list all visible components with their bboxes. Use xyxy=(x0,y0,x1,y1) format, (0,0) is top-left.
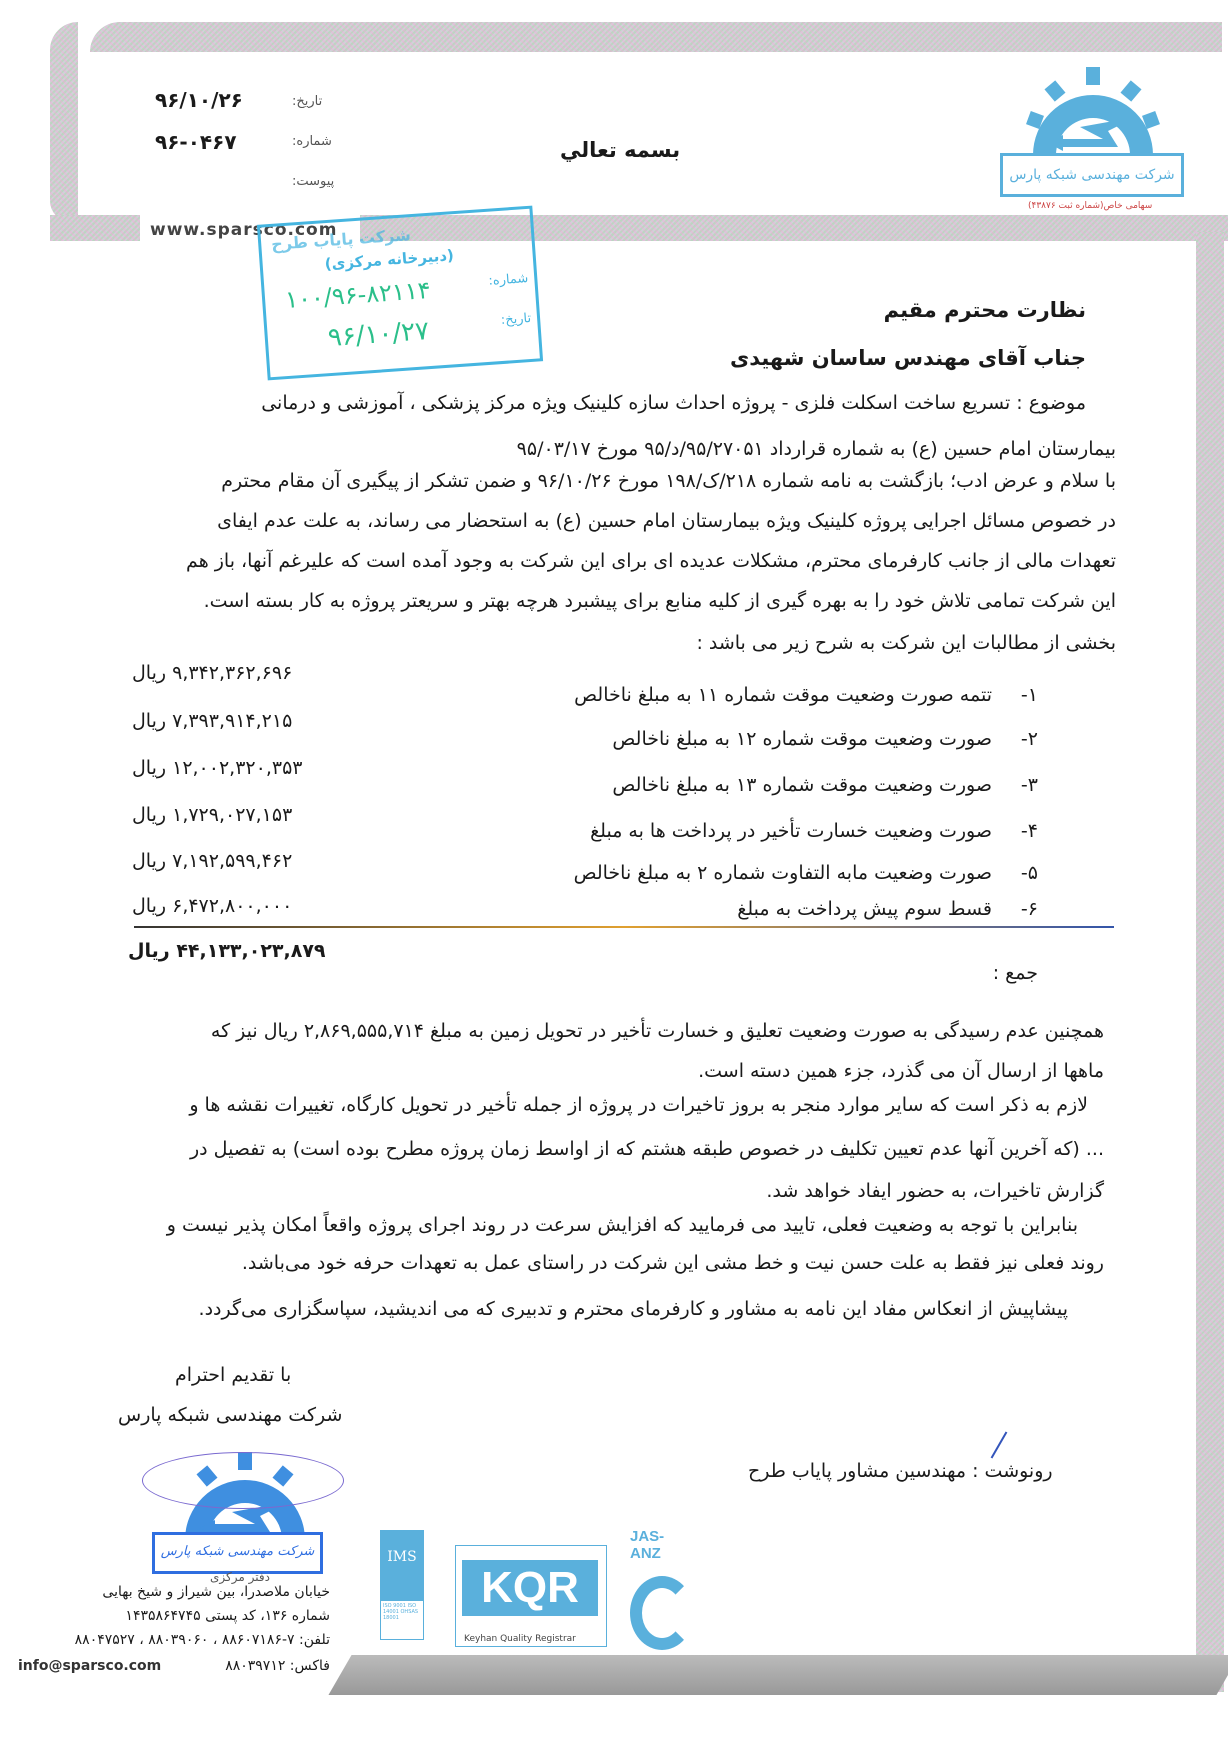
frame-right xyxy=(1196,232,1224,1692)
jas-anz-mark-icon xyxy=(630,1576,694,1650)
recipient-line-1: نظارت محترم مقیم xyxy=(883,298,1086,322)
claim-text: صورت وضعیت خسارت تأخیر در پرداخت ها به مبلغ xyxy=(590,820,992,842)
signature-name-box xyxy=(152,1532,323,1574)
received-stamp xyxy=(257,206,543,381)
claim-amount: ۶,۴۷۲,۸۰۰,۰۰۰ ریال xyxy=(132,895,293,917)
frame-middle-band-left xyxy=(50,215,140,241)
subject-line: موضوع : تسریع ساخت اسکلت فلزی - پروژه احداث سازه کلینیک ویژه مرکز پزشکی ، آموزشی و درمانی xyxy=(261,392,1086,414)
phone-numbers: تلفن: ۷-۸۸۶۰۷۱۸۶ ، ۸۸۰۳۹۰۶۰ ، ۸۸۰۴۷۵۲۷ xyxy=(74,1632,330,1648)
frame-left xyxy=(50,22,78,222)
claim-text: تتمه صورت وضعیت موقت شماره ۱۱ به مبلغ ناخالص xyxy=(574,684,992,706)
stamp-office: (دبیرخانه مرکزی) xyxy=(324,246,455,274)
cc-line: رونوشت : مهندسین مشاور پایاب طرح xyxy=(748,1460,1053,1482)
website: www.sparsco.com xyxy=(150,220,338,240)
frame-bottom xyxy=(328,1655,1228,1695)
signature-scribble xyxy=(142,1452,344,1509)
gear-icon xyxy=(1018,65,1168,155)
ims-cert-logo xyxy=(380,1530,424,1640)
claim-amount: ۱۲,۰۰۲,۳۲۰,۳۵۳ ریال xyxy=(132,757,303,779)
address-line-2: شماره ۱۳۶، کد پستی ۱۴۳۵۸۶۴۷۴۵ xyxy=(125,1608,330,1624)
address-line-1: خیابان ملاصدرا، بین شیراز و شیخ بهایی xyxy=(102,1584,330,1600)
claim-number: ۴- xyxy=(1020,820,1038,842)
intro-line: در خصوص مسائل اجرایی پروژه کلینیک ویژه بیمارستان امام حسین (ع) به استحضار می رساند، به علت عدم ایفای xyxy=(217,510,1116,532)
attachment-label: پیوست: xyxy=(292,174,335,189)
frame-top xyxy=(90,22,1222,52)
kqr-label: KQR xyxy=(462,1560,598,1616)
company-logo xyxy=(1000,65,1185,215)
intro-line: تعهدات مالی از جانب کارفرمای محترم، مشکلات عدیده ای برای این شرکت به وجود آمده است که علیرغم آنها، باز هم xyxy=(186,550,1116,572)
total-divider xyxy=(134,926,1114,928)
checkmark-icon xyxy=(991,1432,1008,1459)
kqr-cert-logo xyxy=(455,1545,607,1647)
claim-amount: ۹,۳۴۲,۳۶۲,۶۹۶ ریال xyxy=(132,662,293,684)
kqr-subtitle: Keyhan Quality Registrar xyxy=(464,1634,576,1644)
signatory: شرکت مهندسی شبکه پارس xyxy=(118,1404,343,1426)
ims-standards: ISO 9001 ISO 14001 OHSAS 18001 xyxy=(383,1603,419,1621)
fax-number: فاکس: ۸۸۰۳۹۷۱۲ xyxy=(225,1658,330,1674)
claim-text: صورت وضعیت موقت شماره ۱۳ به مبلغ ناخالص xyxy=(612,774,992,796)
paragraph-line: ... (که آخرین آنها عدم تعیین تکلیف در خصوص طبقه هشتم که از اواسط زمان پروژه مطرح بوده است) به تفصیل در xyxy=(190,1138,1104,1160)
claim-amount: ۷,۳۹۳,۹۱۴,۲۱۵ ریال xyxy=(132,710,293,732)
claim-number: ۳- xyxy=(1020,774,1038,796)
claim-number: ۵- xyxy=(1020,862,1038,884)
paragraph-line: پیشاپیش از انعکاس مفاد این نامه به مشاور و کارفرمای محترم و تدبیری که می اندیشید، سپاسگزاری می‌گردد. xyxy=(198,1298,1068,1320)
email: info@sparsco.com xyxy=(18,1658,162,1674)
claim-text: صورت وضعیت موقت شماره ۱۲ به مبلغ ناخالص xyxy=(612,728,992,750)
claim-amount: ۱,۷۲۹,۰۲۷,۱۵۳ ریال xyxy=(132,804,293,826)
claim-text: قسط سوم پیش پرداخت به مبلغ xyxy=(737,898,992,920)
total-amount: ۴۴,۱۳۳,۰۲۳,۸۷۹ ریال xyxy=(128,940,326,962)
logo-name: شرکت مهندسی شبکه پارس xyxy=(1009,167,1175,183)
signature-stamp-office: دفتر مرکزی xyxy=(210,1570,270,1584)
logo-subtitle: سهامی خاص(شماره ثبت ۴۳۸۷۶) xyxy=(1028,201,1153,211)
claim-number: ۱- xyxy=(1020,684,1038,706)
recipient-line-2: جناب آقای مهندس ساسان شهیدی xyxy=(729,346,1086,370)
ims-label: IMS xyxy=(381,1531,423,1601)
number-value: ۹۶-۰۴۶۷ xyxy=(155,130,237,154)
paragraph-line: روند فعلی نیز فقط به علت حسن نیت و خط مشی این شرکت در راستای عمل به تعهدات حرفه خود می‌باشد. xyxy=(241,1252,1104,1274)
paragraph-line: ماهها از ارسال آن می گذرد، جزء همین دسته است. xyxy=(698,1060,1104,1082)
claim-amount: ۷,۱۹۲,۵۹۹,۴۶۲ ریال xyxy=(132,850,293,872)
claim-text: صورت وضعیت مابه التفاوت شماره ۲ به مبلغ ناخالص xyxy=(573,862,992,884)
subject-line: بیمارستان امام حسین (ع) به شماره قرارداد ۹۵/۲۷۰۵۱/د/۹۵ مورخ ۹۵/۰۳/۱۷ xyxy=(516,438,1116,460)
total-label: جمع : xyxy=(992,962,1038,984)
claim-number: ۶- xyxy=(1020,898,1038,920)
number-label: شماره: xyxy=(292,134,332,149)
stamp-company: شرکت پایاب طرح xyxy=(270,225,412,254)
signature-stamp-name: شرکت مهندسی شبکه پارس xyxy=(160,1544,315,1559)
jas-anz-logo xyxy=(630,1528,690,1638)
stamp-number-value: ۱۰۰/۹۶-۸۲۱۱۴ xyxy=(284,275,432,314)
intro-line: این شرکت تمامی تلاش خود را به بهره گیری از کلیه منابع برای پیشبرد هرچه بهتر و سریعتر پروژه به کار بسته است. xyxy=(203,590,1116,612)
bismillah-heading: بسمه تعالي xyxy=(560,138,681,162)
date-value: ۹۶/۱۰/۲۶ xyxy=(155,88,243,112)
closing: با تقدیم احترام xyxy=(175,1364,292,1386)
claim-number: ۲- xyxy=(1020,728,1038,750)
date-label: تاریخ: xyxy=(292,94,323,109)
paragraph-line: لازم به ذکر است که سایر موارد منجر به بروز تاخیرات در پروژه از جمله تأخیر در تحویل کارگاه، تغییرات نقشه ها و xyxy=(189,1094,1088,1116)
paragraph-line: همچنین عدم رسیدگی به صورت وضعیت تعلیق و خسارت تأخیر در تحویل زمین به مبلغ ۲,۸۶۹,۵۵۵,۷۱۴ ریال نیز که xyxy=(210,1020,1104,1042)
intro-line: بخشی از مطالبات این شرکت به شرح زیر می باشد : xyxy=(696,632,1116,654)
stamp-date-label: تاریخ: xyxy=(500,310,532,329)
stamp-number-label: شماره: xyxy=(488,271,529,289)
jas-anz-label: JAS-ANZ xyxy=(630,1528,665,1562)
paragraph-line: گزارش تاخیرات، به حضور ایفاد خواهد شد. xyxy=(766,1180,1104,1202)
paragraph-line: بنابراین با توجه به وضعیت فعلی، تایید می فرمایید که افزایش سرعت در روند اجرای پروژه واقعاً امکان پذیر نیست و xyxy=(166,1214,1078,1236)
logo-name-box xyxy=(1000,153,1184,197)
signature-stamp xyxy=(130,1440,360,1584)
intro-line: با سلام و عرض ادب؛ بازگشت به نامه شماره ۲۱۸/ک/۱۹۸ مورخ ۹۶/۱۰/۲۶ و ضمن تشکر از پیگیری آن مقام محترم xyxy=(221,470,1116,492)
stamp-date-value: ۹۶/۱۰/۲۷ xyxy=(326,316,431,354)
